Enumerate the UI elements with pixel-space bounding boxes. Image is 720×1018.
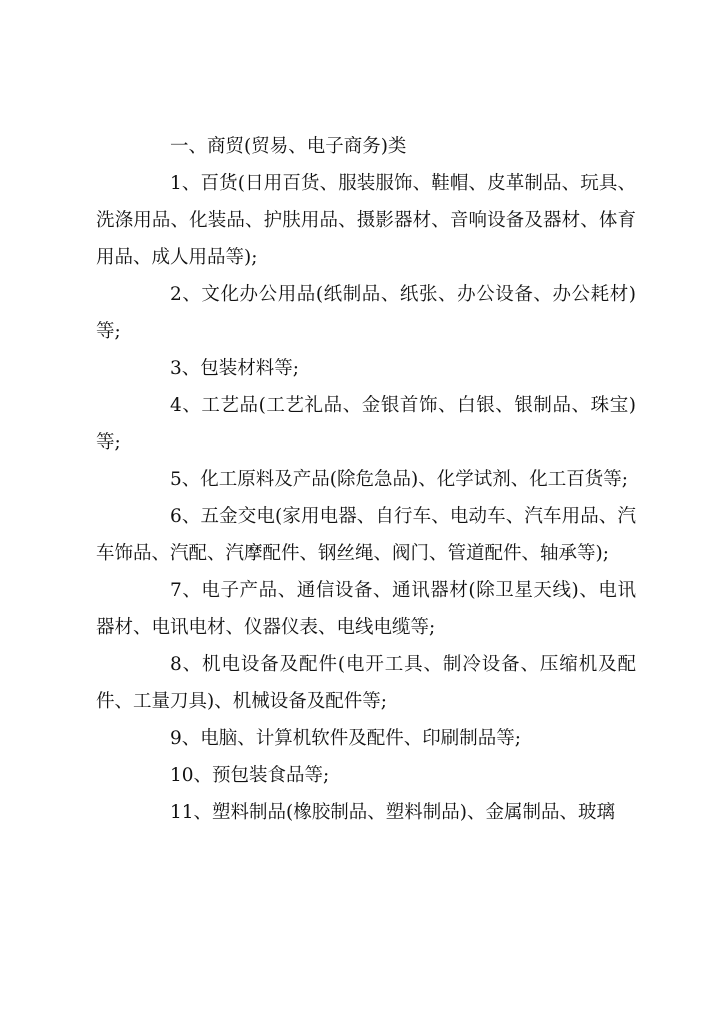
list-item-11: 11、塑料制品(橡胶制品、塑料制品)、金属制品、玻璃 (170, 802, 615, 823)
list-item-2: 2、文化办公用品(纸制品、纸张、办公设备、办公耗材)等; (96, 284, 636, 342)
list-item-7: 7、电子产品、通信设备、通讯器材(除卫星天线)、电讯器材、电讯电材、仪器仪表、电线电缆等; (96, 580, 636, 638)
list-item-4: 4、工艺品(工艺礼品、金银首饰、白银、银制品、珠宝)等; (96, 395, 636, 453)
list-item-8: 8、机电设备及配件(电开工具、制冷设备、压缩机及配件、工量刀具)、机械设备及配件等; (96, 654, 636, 712)
list-item-10: 10、预包装食品等; (170, 765, 330, 786)
list-item-6: 6、五金交电(家用电器、自行车、电动车、汽车用品、汽车饰品、汽配、汽摩配件、钢丝绳、阀门、管道配件、轴承等); (96, 506, 636, 564)
list-item-3: 3、包装材料等; (170, 358, 300, 379)
section-heading: 一、商贸(贸易、电子商务)类 (170, 136, 407, 157)
document-body (96, 128, 636, 831)
list-item-9: 9、电脑、计算机软件及配件、印刷制品等; (170, 728, 522, 749)
list-item-1: 1、百货(日用百货、服装服饰、鞋帽、皮革制品、玩具、洗涤用品、化装品、护肤用品、摄影器材、音响设备及器材、体育用品、成人用品等); (96, 173, 636, 268)
list-item-5: 5、化工原料及产品(除危急品)、化学试剂、化工百货等; (170, 469, 628, 490)
